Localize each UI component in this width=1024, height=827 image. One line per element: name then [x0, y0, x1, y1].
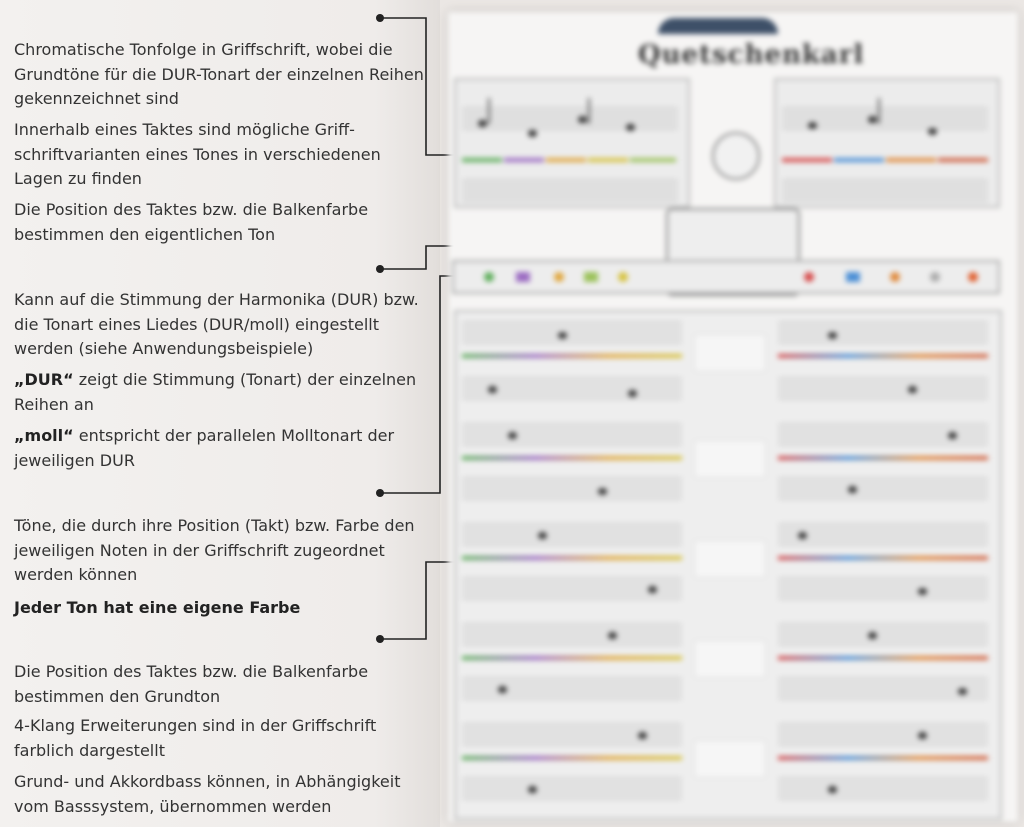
sheet-header-arc — [658, 18, 778, 34]
moll-label: „moll“ — [14, 426, 74, 445]
dur-label: „DUR“ — [14, 370, 74, 389]
akkorde-text-3: Grund- und Akkordbass können, in Abhängigkeit vom Basssystem, übernommen werden — [14, 772, 401, 816]
tonfolge-text-3: Die Position des Taktes bzw. die Balkenfarbe bestimmen den eigentlichen Ton — [14, 200, 369, 244]
akkorde-text-1: Die Position des Taktes bzw. die Balkenfarbe bestimmen den Grundton — [14, 662, 369, 706]
akkorde-text-2: 4-Klang Erweiterungen sind in der Griffschrift farblich dargestellt — [14, 716, 377, 760]
stimmung-text-3: „moll“ entspricht der parallelen Molltonart der jeweiligen DUR — [14, 426, 395, 470]
tonfolge-text-1: Chromatische Tonfolge in Griffschrift, wobei die Grundtöne für die DUR-Tonart der einzelnen Reihen gekennzeichnet sind — [14, 40, 424, 108]
notennamen-text-1: Töne, die durch ihre Position (Takt) bzw. Farbe den jeweiligen Noten in der Griffschrift zugeordnet werden können — [14, 516, 415, 584]
stimmung-text-2: „DUR“ zeigt die Stimmung (Tonart) der einzelnen Reihen an — [14, 370, 417, 414]
dot-akkorde — [376, 635, 384, 643]
notennamen-text-2: Jeder Ton hat eine eigene Farbe — [14, 598, 301, 617]
dot-tonfolge — [376, 14, 384, 22]
tonfolge-text-2: Innerhalb eines Taktes sind mögliche Griffschriftvarianten eines Tones in verschiedenen Lagen zu finden — [14, 120, 381, 188]
sheet-emblem — [712, 132, 760, 180]
harmonica-chart-sheet — [448, 12, 1018, 822]
dot-stimmung — [376, 265, 384, 273]
sheet-title: Quetschenkarl — [638, 40, 865, 70]
stimmung-strip — [452, 260, 1000, 294]
stimmung-text-1: Kann auf die Stimmung der Harmonika (DUR) bzw. die Tonart eines Liedes (DUR/moll) eingestellt werden (siehe Anwendungsbeispiele) — [14, 290, 419, 358]
dot-notennamen — [376, 489, 384, 497]
